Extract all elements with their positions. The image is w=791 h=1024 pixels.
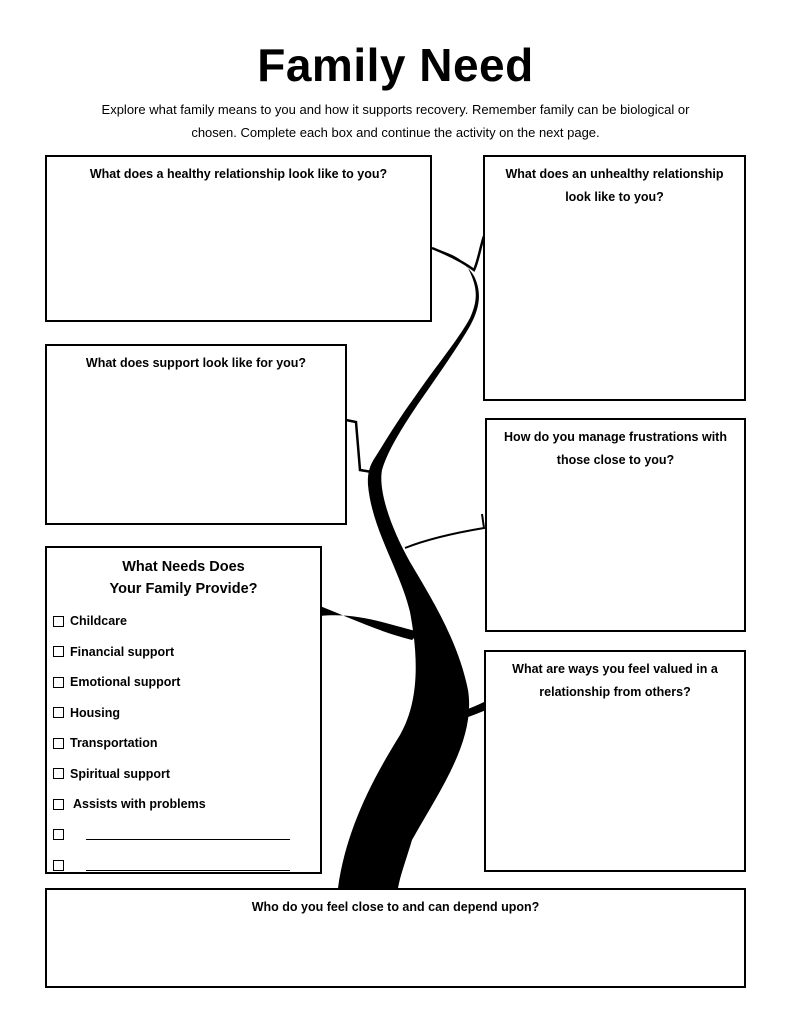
branch-needs — [320, 606, 420, 640]
needs-item-blank-1[interactable] — [53, 820, 320, 851]
write-in-line[interactable] — [86, 870, 290, 871]
checkbox[interactable] — [53, 677, 64, 688]
checkbox[interactable] — [53, 616, 64, 627]
needs-item-financial-support[interactable] — [53, 637, 320, 668]
unhealthy-relationship-box[interactable] — [483, 155, 746, 401]
frustrations-question-line-1: How do you manage frustrations with — [504, 430, 727, 444]
needs-title-line-1: What Needs Does — [122, 559, 245, 575]
valued-question-line-1: What are ways you feel valued in a — [512, 662, 718, 676]
intro-line-1: Explore what family means to you and how it supports recovery. Remember family can be biological or — [101, 102, 690, 117]
page-title: Family Need — [257, 39, 534, 91]
healthy-relationship-box[interactable] — [45, 155, 432, 322]
frustrations-question — [487, 420, 744, 472]
support-question: What does support look like for you? — [85, 356, 307, 370]
frustrations-box[interactable] — [485, 418, 746, 632]
checkbox[interactable] — [53, 738, 64, 749]
needs-item-blank-2[interactable] — [53, 850, 320, 881]
checkbox[interactable] — [53, 829, 64, 840]
checkbox[interactable] — [53, 860, 64, 871]
depend-upon-question: Who do you feel close to and can depend upon? — [251, 900, 540, 914]
frustrations-question-line-2: those close to you? — [556, 453, 675, 467]
needs-item-emotional-support[interactable] — [53, 667, 320, 698]
needs-item-housing[interactable] — [53, 698, 320, 729]
needs-item-label: Housing — [70, 705, 120, 720]
support-box[interactable] — [45, 344, 347, 525]
unhealthy-relationship-question — [485, 157, 744, 209]
unhealthy-question-line-2: look like to you? — [565, 190, 664, 204]
valued-box[interactable] — [484, 650, 746, 872]
branch-frustrations — [405, 514, 484, 548]
needs-item-childcare[interactable] — [53, 606, 320, 637]
needs-item-label: Financial support — [70, 644, 175, 659]
needs-title-line-2: Your Family Provide? — [109, 581, 258, 597]
intro-line-2: chosen. Complete each box and continue the activity on the next page. — [191, 125, 600, 140]
write-in-line[interactable] — [86, 839, 290, 840]
checkbox[interactable] — [53, 768, 64, 779]
family-needs-title — [47, 548, 320, 600]
checkbox[interactable] — [53, 799, 64, 810]
unhealthy-question-line-1: What does an unhealthy relationship — [505, 167, 724, 181]
needs-item-label: Childcare — [70, 614, 127, 629]
valued-question-line-2: relationship from others? — [539, 685, 691, 699]
depend-upon-box[interactable] — [45, 888, 746, 988]
needs-item-label: Spiritual support — [70, 766, 170, 781]
valued-question — [486, 652, 744, 704]
branch-support — [346, 420, 372, 472]
tree-trunk — [338, 248, 479, 888]
needs-item-label: Assists with problems — [73, 797, 206, 812]
needs-item-label: Transportation — [70, 736, 158, 751]
needs-item-transportation[interactable] — [53, 728, 320, 759]
checkbox[interactable] — [53, 707, 64, 718]
needs-checklist — [47, 606, 320, 881]
family-needs-box — [45, 546, 322, 874]
needs-item-assists-with-problems[interactable] — [53, 789, 320, 820]
needs-item-label: Emotional support — [70, 675, 181, 690]
needs-item-spiritual-support[interactable] — [53, 759, 320, 790]
branch-top-right — [432, 236, 484, 270]
checkbox[interactable] — [53, 646, 64, 657]
healthy-relationship-question: What does a healthy relationship look like to you? — [89, 167, 388, 181]
